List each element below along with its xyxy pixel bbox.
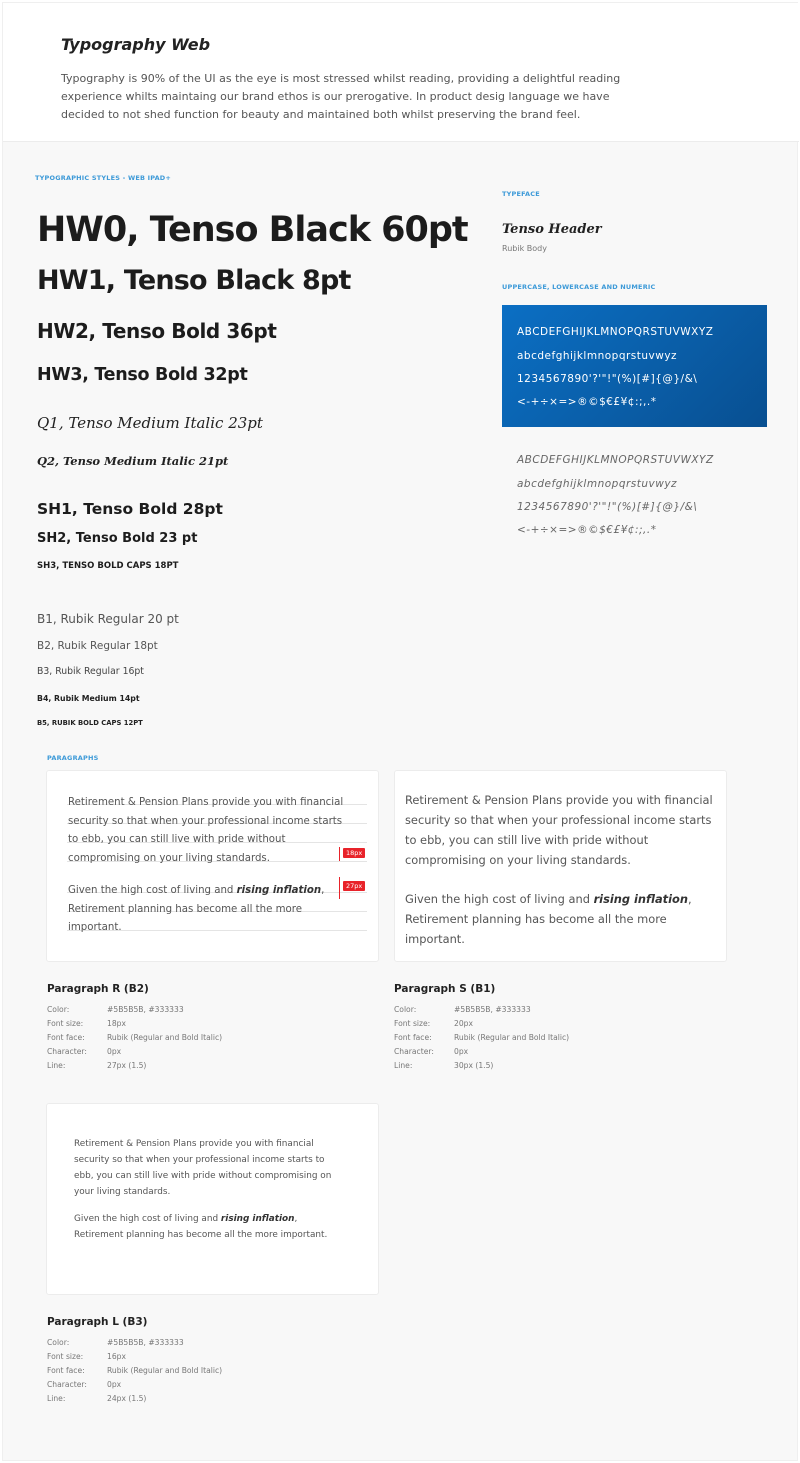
style-b2: B2, Rubik Regular 18pt — [37, 640, 158, 652]
spec-row-size — [47, 1352, 126, 1361]
style-hw1: HW1, Tenso Black 8pt — [37, 265, 351, 296]
spec-key: Font size: — [47, 1019, 84, 1028]
spec-row-size — [47, 1019, 126, 1028]
spec-value: #5B5B5B, #333333 — [107, 1005, 184, 1014]
style-b1: B1, Rubik Regular 20 pt — [37, 612, 179, 626]
style-b3: B3, Rubik Regular 16pt — [37, 666, 144, 677]
spec-value: 24px (1.5) — [107, 1394, 147, 1403]
spec-value: 30px (1.5) — [454, 1061, 494, 1070]
spec-key: Font face: — [47, 1033, 85, 1042]
emphasis-text: rising inflation — [593, 892, 688, 906]
paragraph-s-text-2 — [405, 889, 715, 949]
style-sh1: SH1, Tenso Bold 28pt — [37, 500, 223, 518]
spec-row-color — [394, 1005, 531, 1014]
style-b5: B5, RUBIK BOLD CAPS 12PT — [37, 719, 143, 727]
paragraph-r-text-1: Retirement & Pension Plans provide you with financial security so that when your professional income starts to ebb, you can still live with pride without compromising on your living standards. — [68, 797, 344, 864]
charset-italic-symbols: <-+÷×=>®©$€£¥¢:;,.* — [517, 524, 657, 536]
emphasis-text: rising inflation — [236, 885, 322, 896]
spec-key: Color: — [394, 1005, 417, 1014]
spec-key: Character: — [47, 1047, 87, 1056]
spec-key: Color: — [47, 1005, 70, 1014]
spec-key: Line: — [47, 1394, 66, 1403]
spec-row-character — [47, 1380, 121, 1389]
spec-key: Line: — [47, 1061, 66, 1070]
spec-value: #5B5B5B, #333333 — [107, 1338, 184, 1347]
paragraph-text: Given the high cost of living and — [68, 885, 237, 896]
paragraph-card-l — [46, 1103, 379, 1295]
paragraph-text: , Retirement planning has become all the more important. — [74, 1214, 328, 1240]
spec-row-character — [47, 1047, 121, 1056]
typeface-header-sample: Tenso Header — [502, 222, 602, 237]
spec-value: 0px — [107, 1047, 122, 1056]
paragraph-text: Given the high cost of living and — [74, 1214, 221, 1224]
paragraph-text: , Retirement planning has become all the more important. — [68, 885, 325, 933]
spec-row-color — [47, 1338, 184, 1347]
spec-key: Font face: — [394, 1033, 432, 1042]
spec-title-s: Paragraph S (B1) — [394, 983, 496, 995]
spec-value: 0px — [454, 1047, 469, 1056]
charset-symbols: <-+÷×=>®©$€£¥¢:;,.* — [517, 396, 657, 408]
spec-row-line — [47, 1394, 146, 1403]
section-label-styles: TYPOGRAPHIC STYLES - WEB IPAD+ — [35, 174, 172, 182]
charset-italic-lowercase: abcdefghijklmnopqrstuvwyz — [517, 478, 678, 490]
paragraph-card-s — [394, 770, 727, 962]
measure-tick — [339, 847, 340, 861]
measure-tick — [339, 877, 340, 899]
spec-row-color — [47, 1005, 184, 1014]
spec-key: Font face: — [47, 1366, 85, 1375]
paragraph-text: Given the high cost of living and — [405, 892, 594, 906]
style-sh3: SH3, TENSO BOLD CAPS 18PT — [37, 561, 179, 571]
page-title: Typography Web — [61, 35, 211, 54]
spec-row-face — [47, 1033, 222, 1042]
spec-value: 0px — [107, 1380, 122, 1389]
charset-italic-uppercase: ABCDEFGHIJKLMNOPQRSTUVWXYZ — [517, 454, 714, 466]
spec-value: 20px — [454, 1019, 473, 1028]
style-q1: Q1, Tenso Medium Italic 23pt — [37, 414, 263, 432]
emphasis-text: rising inflation — [220, 1214, 295, 1224]
charset-swatch — [502, 305, 767, 427]
style-hw0: HW0, Tenso Black 60pt — [37, 210, 468, 250]
charset-uppercase: ABCDEFGHIJKLMNOPQRSTUVWXYZ — [517, 326, 714, 338]
intro-panel — [3, 3, 799, 142]
style-hw2: HW2, Tenso Bold 36pt — [37, 319, 277, 343]
spec-key: Font size: — [394, 1019, 431, 1028]
section-label-paragraphs: PARAGRAPHS — [47, 754, 99, 762]
typeface-body-sample: Rubik Body — [502, 244, 547, 253]
paragraph-text: , Retirement planning has become all the more important. — [405, 892, 692, 946]
font-size-tag: 18px — [343, 848, 365, 858]
spec-key: Font size: — [47, 1352, 84, 1361]
section-label-typeface: TYPEFACE — [502, 190, 540, 198]
spec-value: Rubik (Regular and Bold Italic) — [454, 1033, 570, 1042]
charset-lowercase: abcdefghijklmnopqrstuvwyz — [517, 350, 678, 362]
spec-row-size — [394, 1019, 473, 1028]
spec-title-l: Paragraph L (B3) — [47, 1316, 148, 1328]
page-frame — [2, 2, 798, 1461]
style-b4: B4, Rubik Medium 14pt — [37, 694, 140, 703]
spec-row-face — [47, 1366, 222, 1375]
spec-value: #5B5B5B, #333333 — [454, 1005, 531, 1014]
spec-key: Line: — [394, 1061, 413, 1070]
spec-value: 18px — [107, 1019, 126, 1028]
spec-row-face — [394, 1033, 569, 1042]
style-sh2: SH2, Tenso Bold 23 pt — [37, 531, 198, 546]
spec-row-line — [47, 1061, 146, 1070]
spec-value: Rubik (Regular and Bold Italic) — [107, 1033, 223, 1042]
spec-value: 27px (1.5) — [107, 1061, 147, 1070]
spec-key: Character: — [394, 1047, 434, 1056]
charset-italic-numeric: 1234567890'?'"!"(%)[#]{@}/&\ — [517, 501, 698, 513]
style-q2: Q2, Tenso Medium Italic 21pt — [37, 454, 229, 468]
spec-row-character — [394, 1047, 468, 1056]
spec-key: Color: — [47, 1338, 70, 1347]
spec-value: Rubik (Regular and Bold Italic) — [107, 1366, 223, 1375]
line-height-tag: 27px — [343, 881, 365, 891]
spec-value: 16px — [107, 1352, 126, 1361]
spec-title-r: Paragraph R (B2) — [47, 983, 149, 995]
style-hw3: HW3, Tenso Bold 32pt — [37, 365, 248, 385]
paragraph-s-text-1: Retirement & Pension Plans provide you with financial security so that when your professional income starts to ebb, you can still live with pride without compromising on your living standards. — [405, 793, 713, 867]
spec-key: Character: — [47, 1380, 87, 1389]
paragraph-r-text-2 — [68, 882, 353, 938]
paragraph-card-r — [46, 770, 379, 962]
paragraph-l-text-2 — [74, 1211, 334, 1243]
section-label-charset: UPPERCASE, LOWERCASE AND NUMERIC — [502, 283, 656, 291]
intro-description: Typography is 90% of the UI as the eye is most stressed whilst reading, providing a delightful reading experience whilts maintaing our brand ethos is our prerogative. In product desig language we have decided to not shed function for beauty and maintained both whilst preserving the brand feel. — [61, 72, 621, 121]
spec-row-line — [394, 1061, 493, 1070]
charset-numeric: 1234567890'?'"!"(%)[#]{@}/&\ — [517, 373, 698, 385]
paragraph-l-text-1: Retirement & Pension Plans provide you with financial security so that when your professional income starts to ebb, you can still live with pride without compromising on your living standards. — [74, 1139, 332, 1197]
